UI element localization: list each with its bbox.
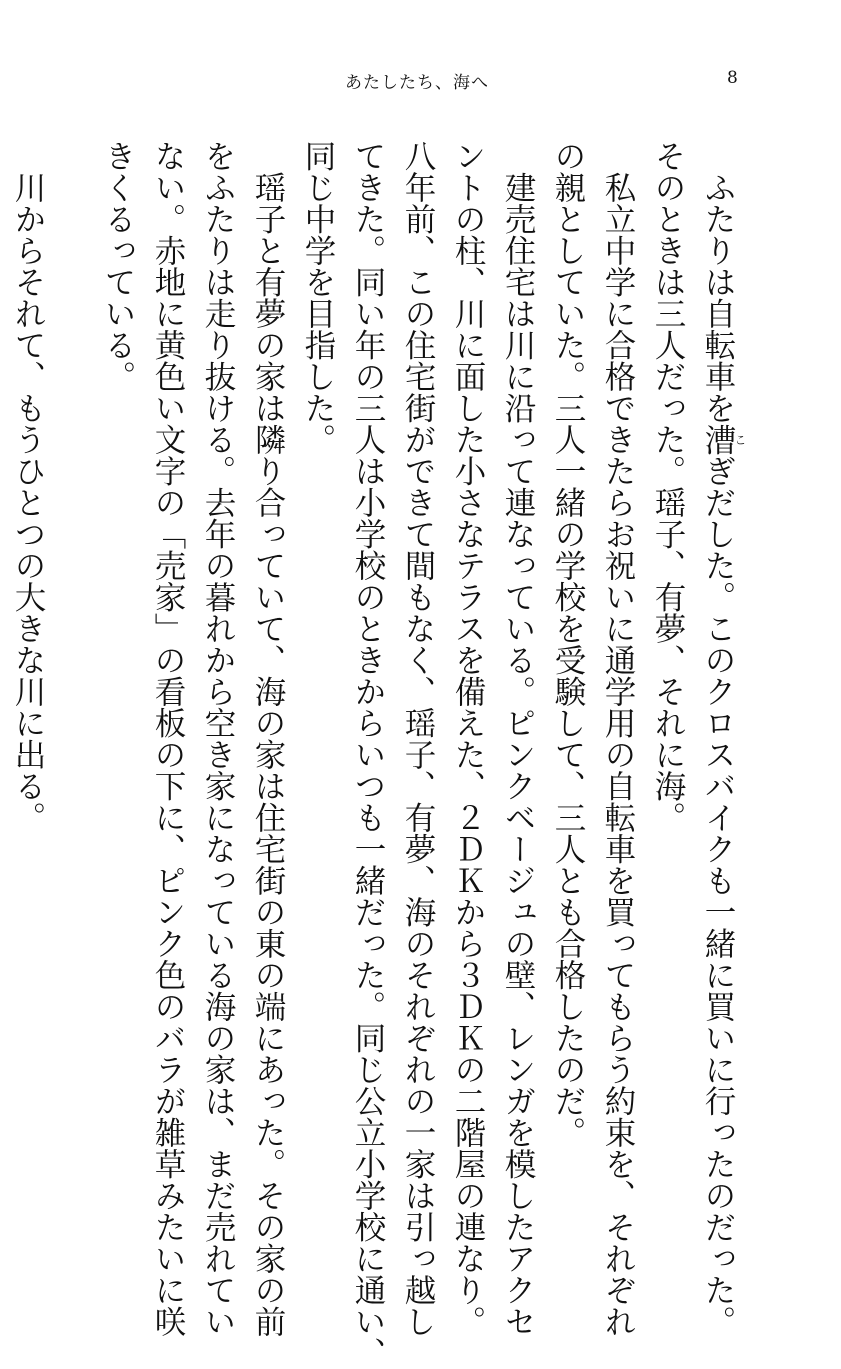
text-line: 瑶子と有夢の家は隣り合っていて、海の家は住宅街の東の端にあった。その家の前 bbox=[250, 140, 286, 1337]
text-line bbox=[0, 140, 3, 1100]
paragraph bbox=[643, 140, 747, 1337]
text-line: ない。赤地に黄色い文字の「売家」の看板の下に、ピンク色のバラが雑草みたいに咲 bbox=[150, 140, 186, 1337]
text-line: 同じ中学を目指した。 bbox=[300, 140, 336, 455]
ruby-reading: こ bbox=[733, 423, 747, 455]
paragraph bbox=[543, 140, 643, 1337]
paragraph-gap bbox=[53, 140, 93, 1100]
book-title: あたしたち、海へ bbox=[345, 73, 489, 93]
text-line: 八年前、この住宅街ができて間もなく、瑶子、有夢、海のそれぞれの一家は引っ越し bbox=[400, 140, 436, 1337]
text-line: 私立中学に合格できたらお祝いに通学用の自転車を買ってもらう約束を、それぞれ bbox=[600, 140, 636, 1337]
text-line: の親としていた。三人一緒の学校を受験して、三人とも合格したのだ。 bbox=[550, 140, 586, 1148]
ruby-annotation: 漕こ bbox=[700, 423, 747, 455]
text-line: そのときは三人だった。瑶子、有夢、それに海。 bbox=[650, 140, 686, 833]
text-line: ントの柱、川に面した小さなテラスを備えた、２ＤＫから３ＤＫの二階屋の連なり。 bbox=[450, 140, 486, 1337]
vertical-text-body bbox=[0, 140, 747, 1369]
paragraph bbox=[93, 140, 293, 1337]
paragraph bbox=[0, 140, 53, 1100]
text-line: 川からそれて、もうひとつの大きな川に出る。 bbox=[10, 140, 46, 833]
paragraph bbox=[293, 140, 543, 1369]
text-line: きくるっている。 bbox=[100, 140, 136, 392]
running-head bbox=[0, 68, 841, 98]
text-line: をふたりは走り抜ける。去年の暮れから空き家になっている海の家は、まだ売れてい bbox=[200, 140, 236, 1337]
text-line: 建売住宅は川に沿って連なっている。ピンクベージュの壁、レンガを模したアクセ bbox=[500, 140, 536, 1337]
text-line: ふたりは自転車を漕こぎだした。このクロスバイクも一緒に買いに行ったのだった。 bbox=[700, 140, 747, 1337]
text-line: てきた。同い年の三人は小学校のときからいつも一緒だった。同じ公立小学校に通い、 bbox=[350, 140, 386, 1369]
page-number: 8 bbox=[727, 68, 738, 88]
